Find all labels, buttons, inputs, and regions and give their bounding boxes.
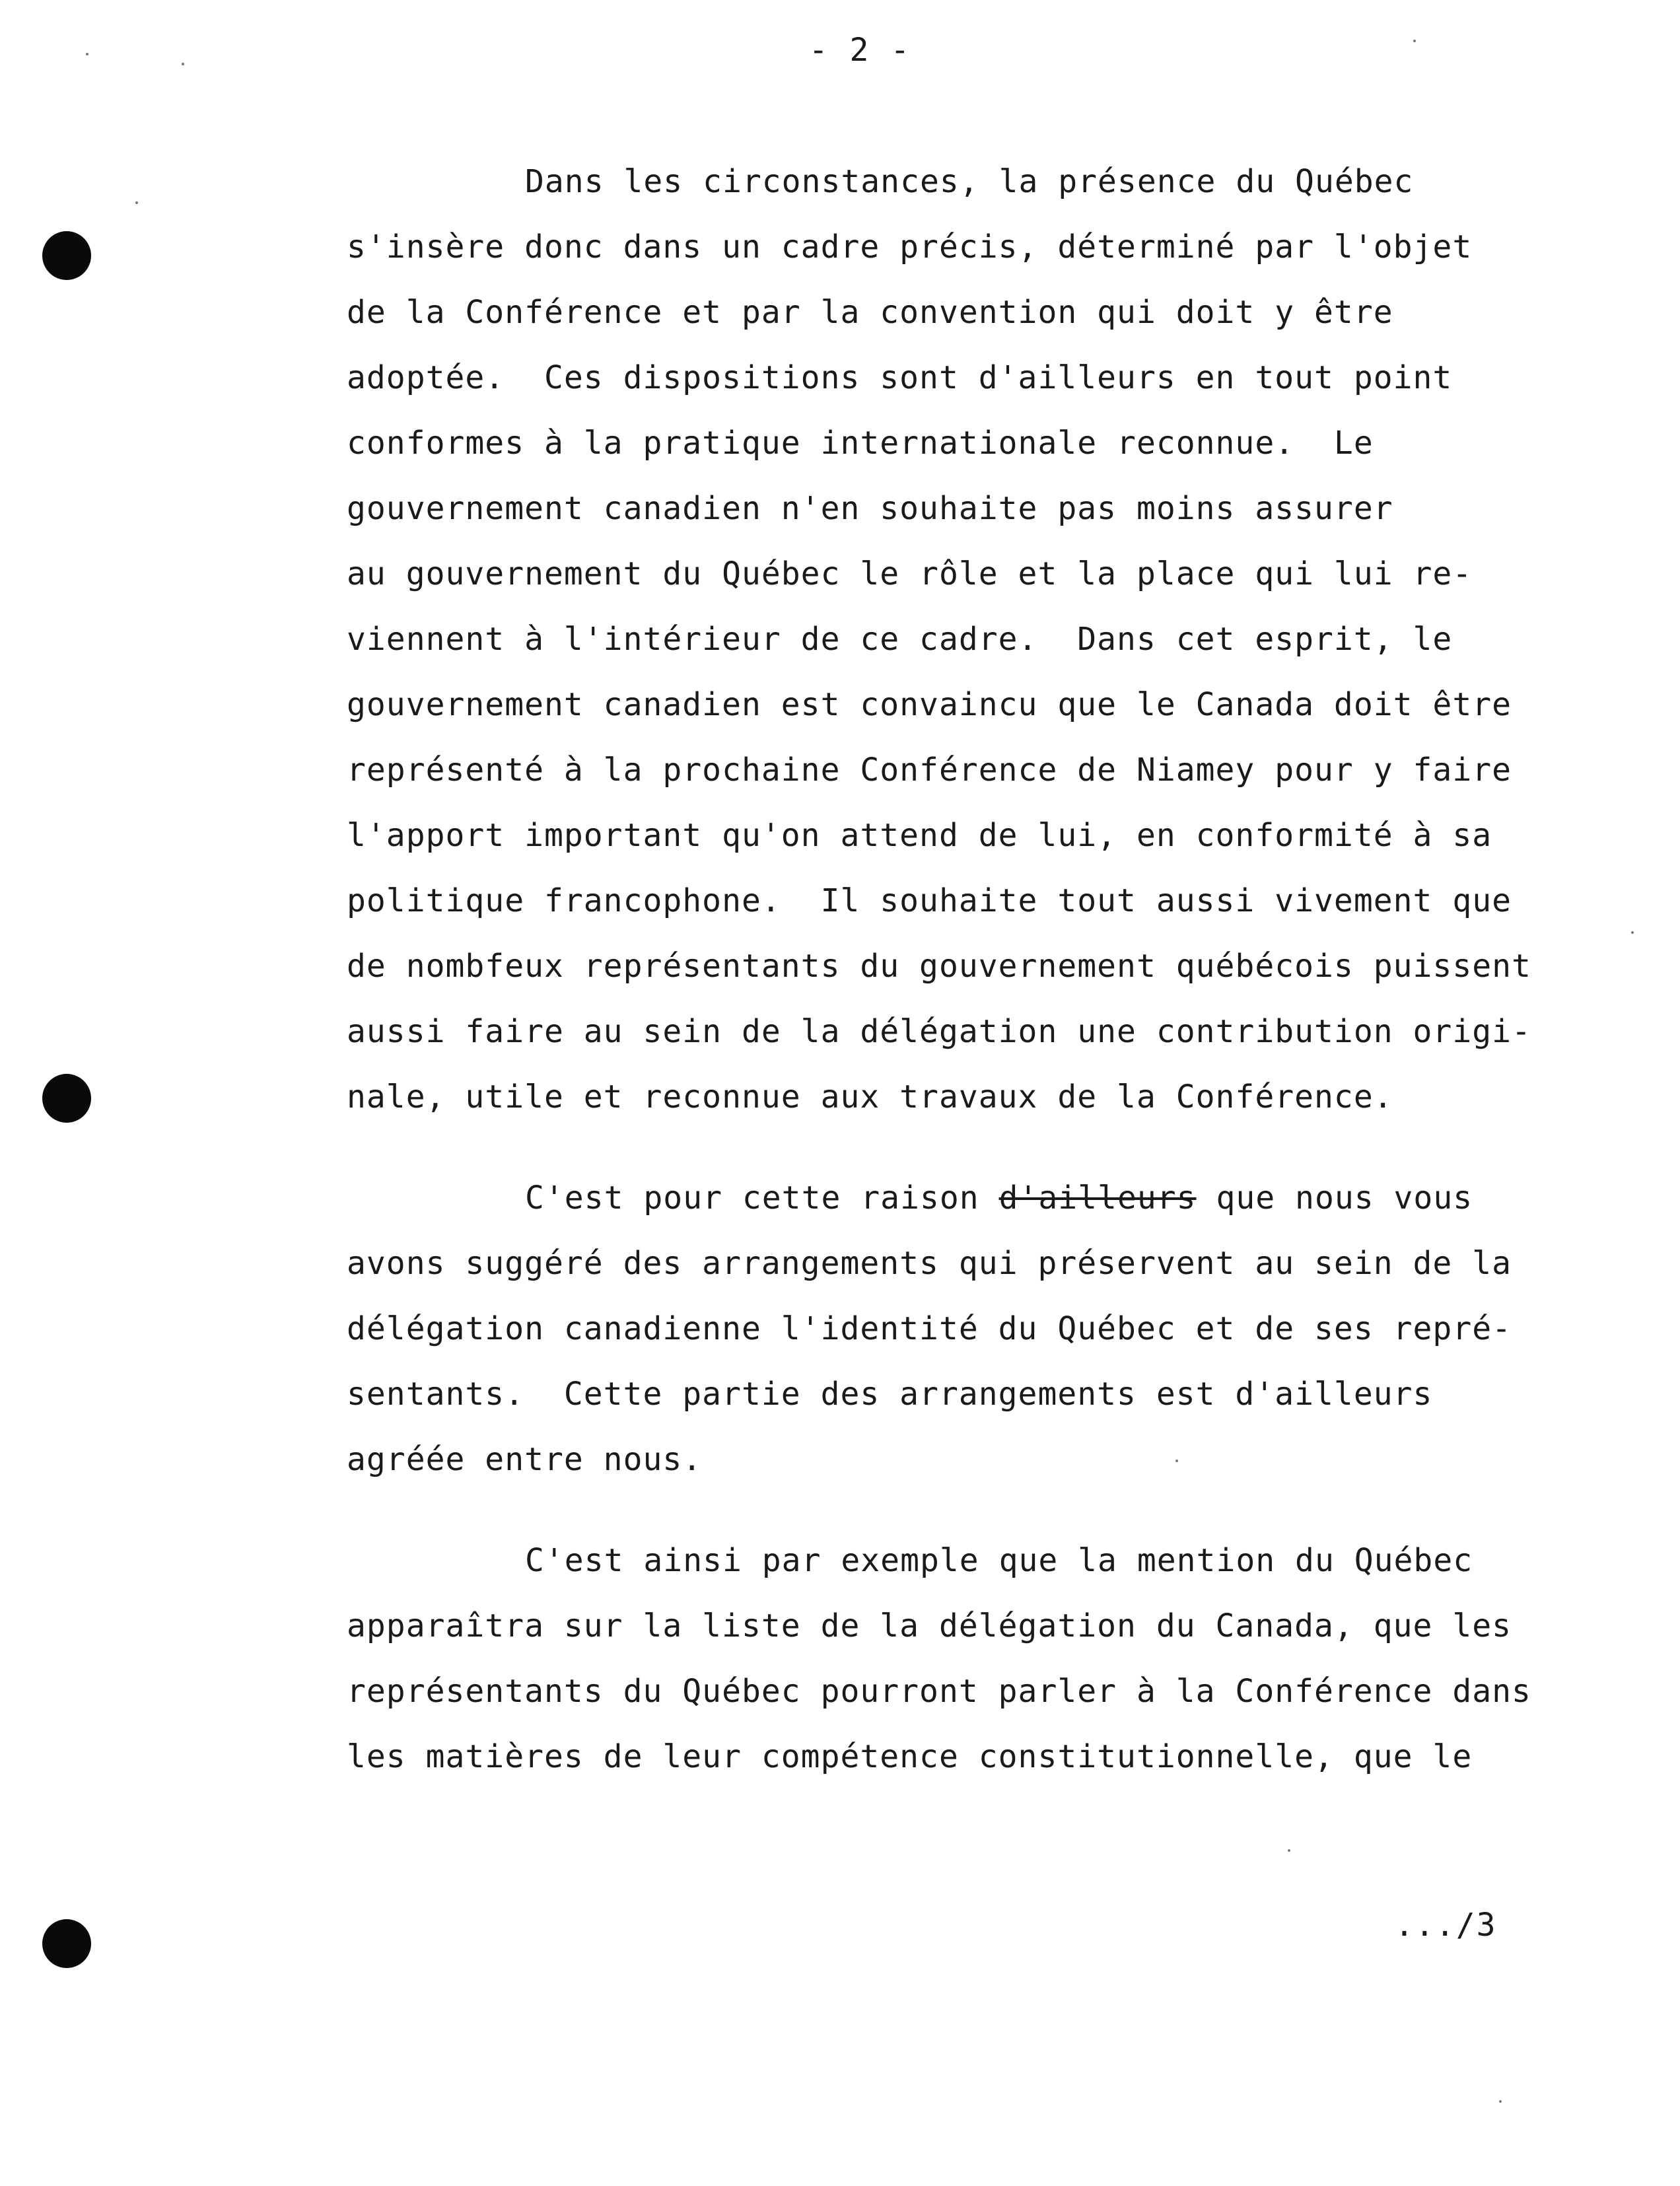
text-line: s'insère donc dans un cadre précis, déterminé par l'objet: [347, 229, 1473, 265]
struck-out-word: d'ailleurs: [998, 1180, 1197, 1216]
punch-hole-middle: [42, 1074, 91, 1123]
text-line: avons suggéré des arrangements qui préservent au sein de la: [347, 1245, 1512, 1282]
punch-hole-bottom: [42, 1919, 91, 1968]
text-line: agréée entre nous.: [347, 1441, 703, 1478]
paper-speck: [1288, 1849, 1290, 1852]
text-line: sentants. Cette partie des arrangements est d'ailleurs: [347, 1376, 1433, 1413]
text-line: de nombfeux représentants du gouvernement québécois puissent: [347, 948, 1531, 985]
text-line: gouvernement canadien n'en souhaite pas moins assurer: [347, 490, 1393, 527]
text-line: délégation canadienne l'identité du Québec et de ses repré-: [347, 1310, 1512, 1347]
text-line: l'apport important qu'on attend de lui, en conformité à sa: [347, 817, 1492, 854]
text-line: aussi faire au sein de la délégation une contribution origi-: [347, 1013, 1531, 1050]
text-line: de la Conférence et par la convention qui doit y être: [347, 294, 1393, 331]
text-line: les matières de leur compétence constitutionnelle, que le: [347, 1738, 1473, 1775]
text-line: au gouvernement du Québec le rôle et la place qui lui re-: [347, 555, 1473, 592]
text-line: représenté à la prochaine Conférence de Niamey pour y faire: [347, 752, 1512, 789]
text-line: conformes à la pratique internationale reconnue. Le: [347, 425, 1374, 462]
paper-speck: [1499, 2100, 1502, 2103]
punch-hole-top: [42, 231, 91, 280]
paper-speck: [135, 201, 138, 204]
text-line: nale, utile et reconnue aux travaux de la Conférence.: [347, 1078, 1393, 1115]
continuation-marker: .../3: [1395, 1907, 1497, 1944]
text-line: [347, 1175, 1588, 1240]
paragraph-1: [347, 159, 1588, 1139]
text-segment: C'est pour cette raison: [525, 1180, 999, 1216]
paper-speck: [1631, 931, 1634, 934]
paragraph-spacer: [347, 1139, 1588, 1175]
text-segment: que nous vous: [1196, 1180, 1473, 1216]
text-line: C'est ainsi par exemple que la mention du Québec: [525, 1542, 1473, 1579]
letter-body: [347, 159, 1588, 1799]
paragraph-3: [347, 1537, 1588, 1799]
text-line: Dans les circonstances, la présence du Québec: [525, 163, 1414, 200]
text-line: gouvernement canadien est convaincu que le Canada doit être: [347, 686, 1512, 723]
paragraph-2: [347, 1175, 1588, 1502]
paragraph-spacer: [347, 1502, 1588, 1537]
text-line: apparaîtra sur la liste de la délégation du Canada, que les: [347, 1607, 1512, 1644]
text-line: adoptée. Ces dispositions sont d'ailleurs en tout point: [347, 359, 1453, 396]
text-line: politique francophone. Il souhaite tout aussi vivement que: [347, 882, 1512, 919]
page-number: - 2 -: [808, 32, 911, 69]
text-line: représentants du Québec pourront parler à la Conférence dans: [347, 1673, 1531, 1710]
text-line: viennent à l'intérieur de ce cadre. Dans cet esprit, le: [347, 621, 1453, 658]
